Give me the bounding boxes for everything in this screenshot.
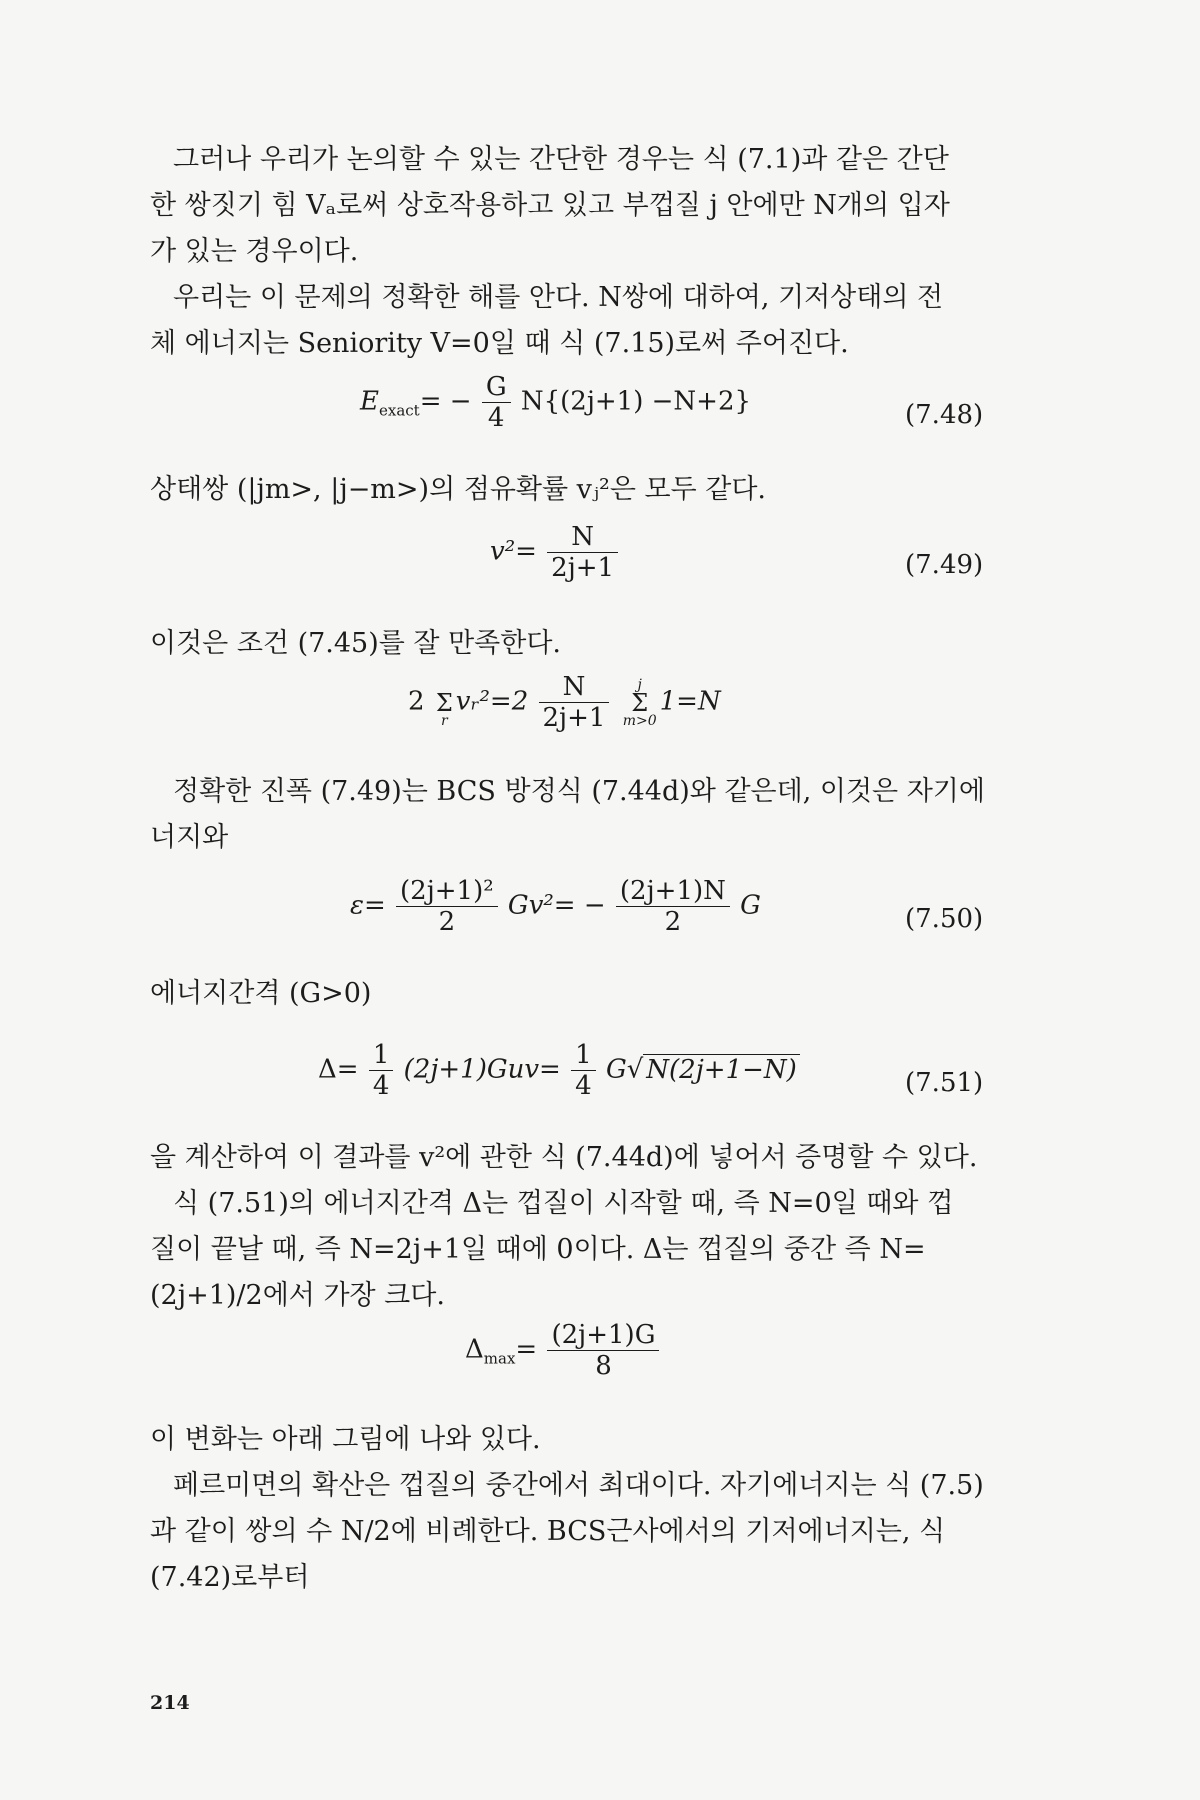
equation-number: (7.50) — [905, 904, 984, 934]
denominator: 4 — [487, 403, 505, 433]
eq-sign: = — [515, 1334, 538, 1365]
eq-post: G√ — [605, 1054, 644, 1085]
eq-lhs: E — [360, 386, 379, 417]
equation-7-48 — [360, 372, 751, 433]
fraction — [616, 876, 730, 937]
eq-post: 1=N — [659, 686, 721, 717]
eq-lhs-sub: max — [483, 1349, 516, 1368]
radicand: N(2j+1−N) — [643, 1054, 800, 1085]
fraction — [539, 672, 610, 733]
text-line: 정확한 진폭 (7.49)는 BCS 방정식 (7.44d)와 같은데, 이것은 자기에 — [173, 776, 985, 807]
eq-mid: vᵣ²=2 — [455, 686, 529, 717]
numerator: (2j+1)² — [396, 876, 498, 907]
eq-sign: = − — [419, 386, 472, 417]
numerator: (2j+1)N — [616, 876, 730, 907]
eq-rhs: N{(2j+1) −N+2} — [520, 386, 752, 417]
eq-lhs: Δ= — [318, 1054, 359, 1085]
numerator: G — [482, 372, 511, 403]
text-line: 과 같이 쌍의 수 N/2에 비례한다. BCS근사에서의 기저에너지는, 식 — [150, 1516, 946, 1547]
denominator: 4 — [575, 1071, 592, 1101]
sum-index: m>0 — [622, 712, 657, 729]
equation-7-50 — [350, 876, 761, 937]
equation-delta-max — [465, 1320, 661, 1381]
eq-lhs: Δ — [465, 1334, 484, 1365]
denominator: 8 — [595, 1351, 612, 1381]
text-line: 상태쌍 (|jm>, |j−m>)의 점유확률 vⱼ²은 모두 같다. — [150, 474, 767, 505]
denominator: 2j+1 — [542, 703, 606, 733]
text-line: 질이 끝날 때, 즉 N=2j+1일 때에 0이다. Δ는 껍질의 중간 즉 N= — [150, 1234, 926, 1265]
sum-upper: j — [637, 676, 642, 693]
numerator: N — [547, 522, 618, 553]
summation — [436, 676, 453, 730]
fraction — [482, 372, 511, 433]
equation-7-49 — [490, 522, 620, 583]
eq-pre: 2 — [408, 686, 425, 717]
sum-operator: Σ — [435, 688, 453, 717]
denominator: 4 — [372, 1071, 390, 1101]
equation-number: (7.48) — [905, 400, 984, 430]
numerator: N — [539, 672, 610, 703]
text-line: 한 쌍짓기 힘 Vₐ로써 상호작용하고 있고 부껍질 j 안에만 N개의 입자 — [150, 190, 950, 221]
sum-operator: Σ — [631, 688, 649, 717]
fraction — [547, 1320, 659, 1381]
numerator: 1 — [571, 1040, 596, 1071]
eq-lhs: v²= — [490, 536, 537, 567]
text-line: 그러나 우리가 논의할 수 있는 간단한 경우는 식 (7.1)과 같은 간단 — [173, 144, 949, 175]
eq-mid: Gv²= − — [507, 890, 606, 921]
page-number: 214 — [150, 1692, 190, 1714]
eq-lhs-sub: exact — [378, 401, 420, 420]
denominator: 2 — [438, 907, 456, 937]
text-line: 이것은 조건 (7.45)를 잘 만족한다. — [150, 628, 561, 659]
fraction — [396, 876, 498, 937]
eq-post: G — [740, 890, 761, 921]
text-line: 페르미면의 확산은 껍질의 중간에서 최대이다. 자기에너지는 식 (7.5) — [173, 1470, 984, 1501]
equation-7-51 — [318, 1040, 800, 1101]
equation-sum — [408, 672, 721, 733]
numerator: 1 — [369, 1040, 394, 1071]
fraction — [571, 1040, 596, 1101]
fraction — [369, 1040, 394, 1101]
text-line: 을 계산하여 이 결과를 v²에 관한 식 (7.44d)에 넣어서 증명할 수 있다. — [150, 1142, 978, 1173]
sum-index: r — [440, 712, 448, 729]
equation-number: (7.51) — [905, 1068, 984, 1098]
text-line: 우리는 이 문제의 정확한 해를 안다. N쌍에 대하여, 기저상태의 전 — [173, 282, 944, 313]
text-line: 체 에너지는 Seniority V=0일 때 식 (7.15)로써 주어진다. — [150, 328, 849, 359]
text-line: (7.42)로부터 — [150, 1562, 310, 1593]
text-line: 너지와 — [150, 822, 229, 853]
eq-mid: (2j+1)Guv= — [403, 1054, 561, 1085]
text-line: 식 (7.51)의 에너지간격 Δ는 껍질이 시작할 때, 즉 N=0일 때와 껍 — [173, 1188, 954, 1219]
numerator: (2j+1)G — [547, 1320, 659, 1351]
text-line: 가 있는 경우이다. — [150, 236, 359, 267]
summation — [623, 676, 657, 730]
denominator: 2j+1 — [551, 553, 615, 583]
text-line: 에너지간격 (G>0) — [150, 978, 372, 1009]
fraction — [547, 522, 618, 583]
text-line: 이 변화는 아래 그림에 나와 있다. — [150, 1424, 541, 1455]
text-line: (2j+1)/2에서 가장 크다. — [150, 1280, 445, 1311]
eq-lhs: ε= — [350, 890, 386, 921]
equation-number: (7.49) — [905, 550, 984, 580]
denominator: 2 — [664, 907, 682, 937]
